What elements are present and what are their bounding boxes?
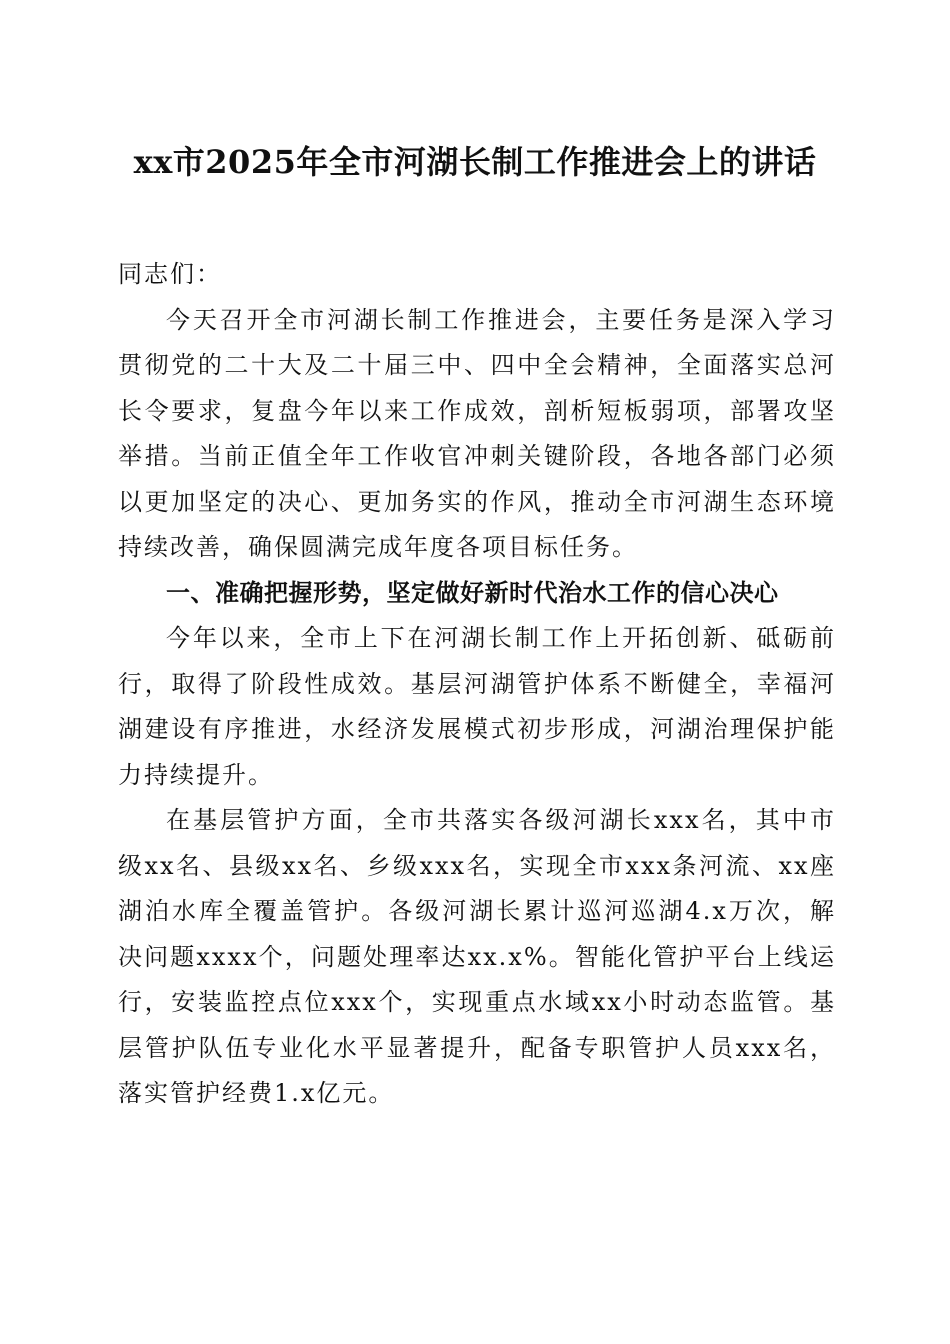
opening-paragraph: 今天召开全市河湖长制工作推进会，主要任务是深入学习贯彻党的二十大及二十届三中、四中全会精神，全面落实总河长令要求，复盘今年以来工作成效，剖析短板弱项，部署攻坚举措。当前正值全年工作收官冲刺关键阶段，各地各部门必须以更加坚定的决心、更加务实的作风，推动全市河湖生态环境持续改善，确保圆满完成年度各项目标任务。 <box>118 305 836 561</box>
document-body <box>118 252 836 1117</box>
section-heading-1: 一、准确把握形势，坚定做好新时代治水工作的信心决心 <box>166 578 779 607</box>
salutation: 同志们： <box>118 260 222 288</box>
paragraph-achievements: 今年以来，全市上下在河湖长制工作上开拓创新、砥砺前行，取得了阶段性成效。基层河湖管护体系不断健全，幸福河湖建设有序推进，水经济发展模式初步形成，河湖治理保护能力持续提升。 <box>118 624 836 789</box>
paragraph-grassroots-management: 在基层管护方面，全市共落实各级河湖长xxx名，其中市级xx名、县级xx名、乡级xxx名，实现全市xxx条河流、xx座湖泊水库全覆盖管护。各级河湖长累计巡河巡湖4.x万次，解决问题xxxx个，问题处理率达xx.x%。智能化管护平台上线运行，安装监控点位xxx个，实现重点水域xx小时动态监管。基层管护队伍专业化水平显著提升，配备专职管护人员xxx名，落实管护经费1.x亿元。 <box>118 806 836 1107</box>
document-title: xx市2025年全市河湖长制工作推进会上的讲话 <box>133 143 817 181</box>
